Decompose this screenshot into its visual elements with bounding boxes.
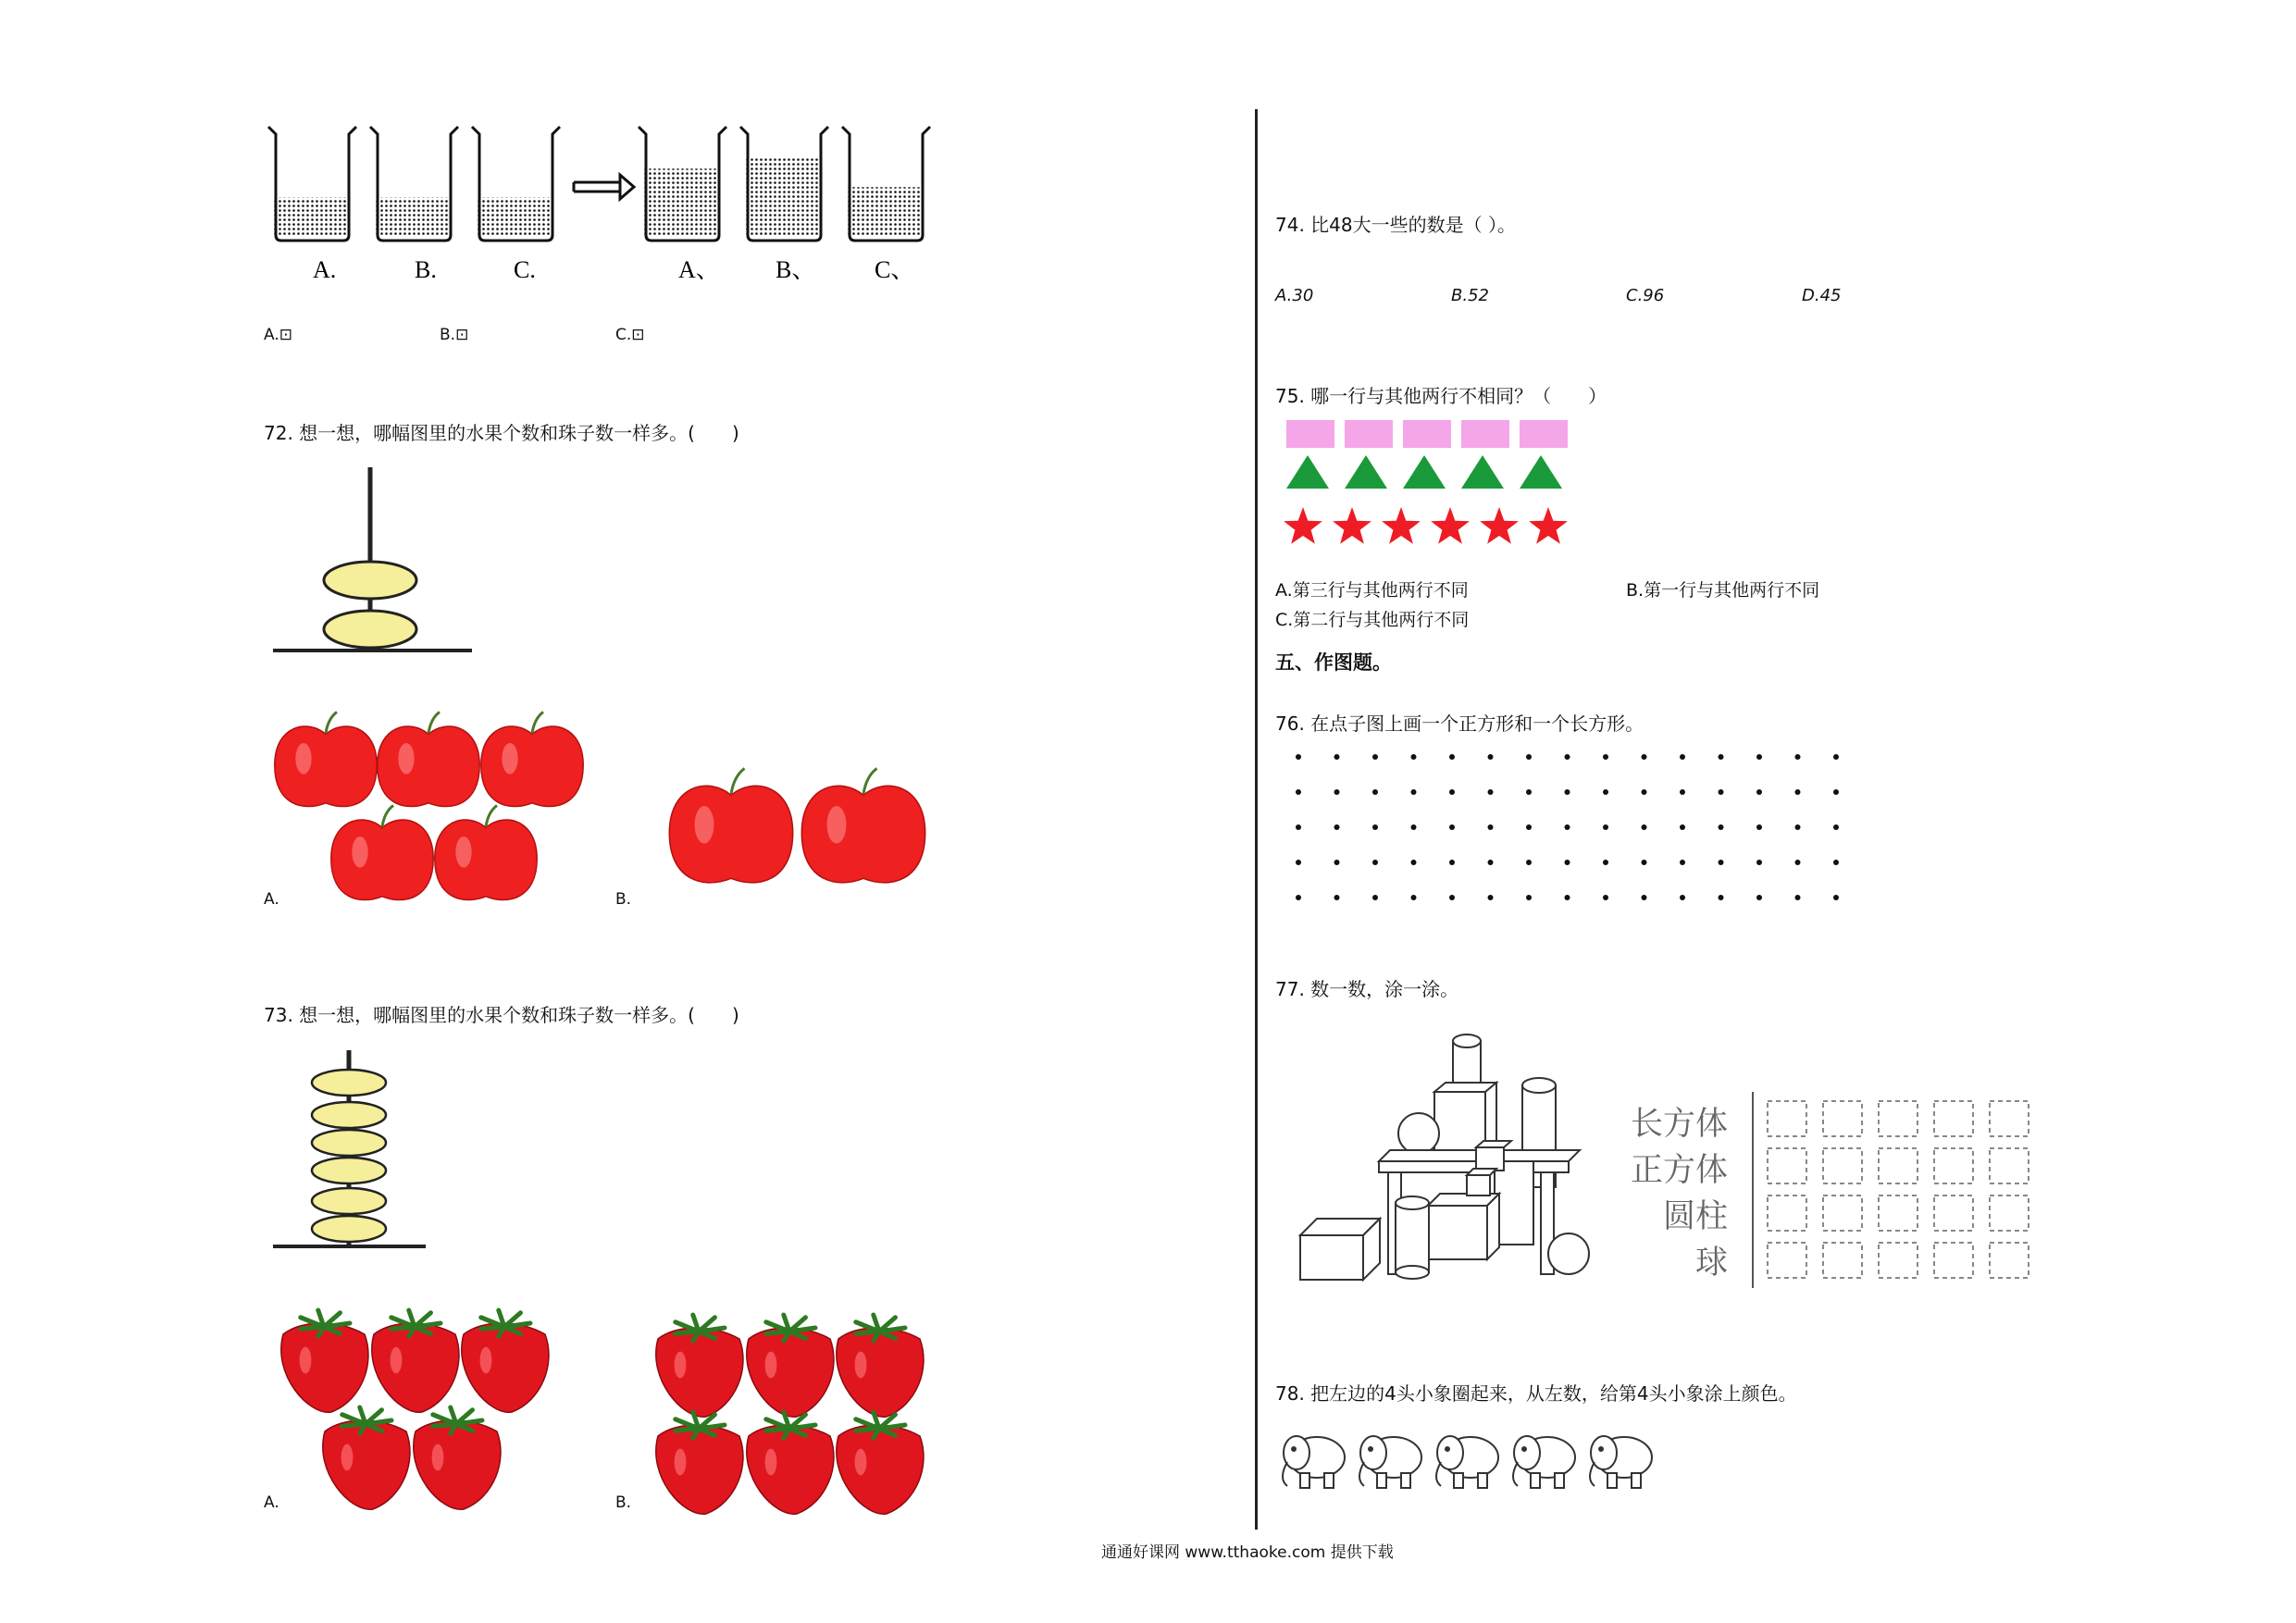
q73-strawberries-b xyxy=(657,1305,935,1513)
grid-dot xyxy=(1642,860,1647,865)
grid-dot xyxy=(1488,895,1494,900)
bead xyxy=(312,1158,386,1183)
coloring-box xyxy=(1990,1148,2029,1183)
beaker-label-left-c: C. xyxy=(514,256,536,283)
grid-dot xyxy=(1680,754,1685,760)
pink-rectangle xyxy=(1461,420,1509,448)
q74-stem: 74. 比48大一些的数是（ ）。 xyxy=(1275,214,1516,236)
coloring-box xyxy=(1823,1243,1862,1278)
grid-dot xyxy=(1795,789,1801,795)
q74-option-a[interactable]: A.30 xyxy=(1275,286,1314,305)
grid-dot xyxy=(1296,789,1301,795)
grid-dot xyxy=(1795,754,1801,760)
grid-dot xyxy=(1372,895,1378,900)
q75-stem: 75. 哪一行与其他两行不相同？（ ） xyxy=(1275,385,1607,407)
coloring-box xyxy=(1990,1243,2029,1278)
beaker-label-left-a: A. xyxy=(313,256,337,283)
q72-bead-abacus xyxy=(273,467,477,657)
beaker xyxy=(370,127,458,241)
grid-dot xyxy=(1449,860,1455,865)
elephant xyxy=(1359,1436,1421,1488)
coloring-box xyxy=(1823,1148,1862,1183)
strawberry xyxy=(281,1310,368,1412)
grid-dot xyxy=(1603,824,1608,830)
coloring-box xyxy=(1879,1101,1917,1136)
red-star xyxy=(1284,507,1322,544)
strawberry xyxy=(747,1315,834,1417)
q71-option-a[interactable]: A.⊡ xyxy=(264,326,292,344)
footer-text: 通通好课网 www.tthaoke.com 提供下载 xyxy=(1101,1543,1394,1562)
grid-dot xyxy=(1719,789,1724,795)
q74-option-d[interactable]: D.45 xyxy=(1802,286,1842,305)
q73-stem: 73. 想一想，哪幅图里的水果个数和珠子数一样多。( ) xyxy=(264,1004,739,1026)
coloring-box xyxy=(1768,1101,1806,1136)
red-star xyxy=(1480,507,1519,544)
coloring-box xyxy=(1990,1196,2029,1231)
grid-dot xyxy=(1680,860,1685,865)
strawberry xyxy=(323,1407,410,1509)
grid-dot xyxy=(1334,754,1340,760)
coloring-box xyxy=(1768,1148,1806,1183)
coloring-box xyxy=(1934,1243,1973,1278)
beakers-figure xyxy=(259,116,944,287)
strawberry xyxy=(656,1315,743,1417)
q72-apples-b xyxy=(666,768,930,893)
green-triangle xyxy=(1520,455,1562,489)
bead xyxy=(312,1188,386,1214)
green-triangle xyxy=(1461,455,1504,489)
coloring-box xyxy=(1934,1148,1973,1183)
coloring-box xyxy=(1879,1243,1917,1278)
strawberry xyxy=(462,1310,549,1412)
red-star xyxy=(1382,507,1421,544)
grid-dot xyxy=(1411,895,1417,900)
apple xyxy=(435,805,537,899)
grid-dot xyxy=(1526,824,1532,830)
grid-dot xyxy=(1719,860,1724,865)
apple xyxy=(669,768,792,882)
grid-dot xyxy=(1565,895,1570,900)
grid-dot xyxy=(1411,860,1417,865)
section-5-title: 五、作图题。 xyxy=(1275,651,1392,674)
coloring-box xyxy=(1934,1101,1973,1136)
beaker-label-right-a: A、 xyxy=(678,256,720,283)
q77-label-cuboid: 长方体 xyxy=(1631,1106,1729,1143)
beaker xyxy=(472,127,560,241)
coloring-box xyxy=(1879,1196,1917,1231)
grid-dot xyxy=(1296,860,1301,865)
grid-dot xyxy=(1833,789,1839,795)
grid-dot xyxy=(1411,789,1417,795)
strawberry xyxy=(414,1407,501,1509)
elephant xyxy=(1283,1436,1345,1488)
q75-option-a[interactable]: A.第三行与其他两行不同 xyxy=(1275,580,1469,601)
grid-dot xyxy=(1372,824,1378,830)
grid-dot xyxy=(1565,860,1570,865)
q75-option-b[interactable]: B.第一行与其他两行不同 xyxy=(1626,580,1820,601)
elephant xyxy=(1590,1436,1652,1488)
grid-dot xyxy=(1603,754,1608,760)
grid-dot xyxy=(1334,824,1340,830)
q73-bead-abacus xyxy=(273,1050,430,1254)
grid-dot xyxy=(1334,895,1340,900)
apple xyxy=(481,712,583,806)
q72-option-b[interactable]: B. xyxy=(615,890,632,909)
elephant xyxy=(1436,1436,1498,1488)
beaker xyxy=(842,127,930,241)
grid-dot xyxy=(1334,789,1340,795)
grid-dot xyxy=(1719,754,1724,760)
grid-dot xyxy=(1488,754,1494,760)
apple xyxy=(801,768,925,882)
strawberry xyxy=(656,1412,743,1514)
beaker xyxy=(740,127,828,241)
pink-rectangle xyxy=(1345,420,1393,448)
q72-option-a[interactable]: A. xyxy=(264,890,279,909)
grid-dot xyxy=(1488,824,1494,830)
beaker-label-left-b: B. xyxy=(415,256,437,283)
grid-dot xyxy=(1833,895,1839,900)
grid-dot xyxy=(1603,789,1608,795)
grid-dot xyxy=(1296,754,1301,760)
grid-dot xyxy=(1488,789,1494,795)
pink-rectangle xyxy=(1403,420,1451,448)
grid-dot xyxy=(1756,789,1762,795)
grid-dot xyxy=(1603,860,1608,865)
grid-dot xyxy=(1565,824,1570,830)
q74-option-c[interactable]: C.96 xyxy=(1626,286,1665,305)
q71-option-c[interactable]: C.⊡ xyxy=(615,326,645,344)
grid-dot xyxy=(1642,824,1647,830)
pink-rectangle xyxy=(1286,420,1334,448)
elephant xyxy=(1513,1436,1575,1488)
grid-dot xyxy=(1565,789,1570,795)
grid-dot xyxy=(1603,895,1608,900)
q73-strawberries-a xyxy=(282,1300,560,1508)
q78-stem: 78. 把左边的4头小象圈起来，从左数，给第4头小象涂上颜色。 xyxy=(1275,1382,1797,1405)
grid-dot xyxy=(1833,860,1839,865)
grid-dot xyxy=(1565,754,1570,760)
grid-dot xyxy=(1526,895,1532,900)
apple xyxy=(378,712,479,806)
grid-dot xyxy=(1372,754,1378,760)
grid-dot xyxy=(1296,895,1301,900)
strawberry xyxy=(837,1315,924,1417)
coloring-box xyxy=(1990,1101,2029,1136)
grid-dot xyxy=(1449,754,1455,760)
grid-dot xyxy=(1833,824,1839,830)
apple xyxy=(275,712,377,806)
strawberry xyxy=(837,1412,924,1514)
q75-option-c[interactable]: C.第二行与其他两行不同 xyxy=(1275,610,1470,630)
grid-dot xyxy=(1719,824,1724,830)
column-divider xyxy=(1255,109,1258,1530)
bead xyxy=(312,1216,386,1242)
q72-stem: 72. 想一想，哪幅图里的水果个数和珠子数一样多。( ) xyxy=(264,422,739,444)
q76-dot-grid[interactable] xyxy=(1291,750,1860,911)
grid-dot xyxy=(1642,895,1647,900)
grid-dot xyxy=(1449,895,1455,900)
grid-dot xyxy=(1296,824,1301,830)
q77-solids-figure xyxy=(1291,1022,1606,1282)
grid-dot xyxy=(1719,895,1724,900)
beaker-label-right-b: B、 xyxy=(776,256,816,283)
q72-apples-a xyxy=(278,708,588,907)
beaker-label-right-c: C、 xyxy=(875,256,915,283)
grid-dot xyxy=(1756,754,1762,760)
coloring-box xyxy=(1768,1243,1806,1278)
q77-coloring-grid[interactable] xyxy=(1749,1092,2050,1291)
grid-dot xyxy=(1833,754,1839,760)
grid-dot xyxy=(1642,789,1647,795)
green-triangle xyxy=(1403,455,1446,489)
strawberry xyxy=(372,1310,459,1412)
q71-option-b[interactable]: B.⊡ xyxy=(440,326,469,344)
q78-elephants-figure[interactable] xyxy=(1275,1425,1664,1494)
q76-stem: 76. 在点子图上画一个正方形和一个长方形。 xyxy=(1275,712,1644,735)
grid-dot xyxy=(1795,860,1801,865)
coloring-box xyxy=(1934,1196,1973,1231)
grid-dot xyxy=(1795,824,1801,830)
coloring-box xyxy=(1823,1101,1862,1136)
grid-dot xyxy=(1334,860,1340,865)
grid-dot xyxy=(1756,860,1762,865)
strawberry xyxy=(747,1412,834,1514)
grid-dot xyxy=(1526,789,1532,795)
grid-dot xyxy=(1449,824,1455,830)
grid-dot xyxy=(1449,789,1455,795)
q77-label-cylinder: 圆柱 xyxy=(1663,1198,1729,1235)
red-star xyxy=(1529,507,1568,544)
grid-dot xyxy=(1411,754,1417,760)
beaker xyxy=(268,127,356,241)
green-triangle xyxy=(1345,455,1387,489)
coloring-box xyxy=(1823,1196,1862,1231)
grid-dot xyxy=(1372,860,1378,865)
grid-dot xyxy=(1756,895,1762,900)
grid-dot xyxy=(1642,754,1647,760)
bead xyxy=(312,1130,386,1156)
grid-dot xyxy=(1372,789,1378,795)
beaker xyxy=(639,127,726,241)
grid-dot xyxy=(1526,754,1532,760)
grid-dot xyxy=(1526,860,1532,865)
grid-dot xyxy=(1756,824,1762,830)
grid-dot xyxy=(1680,895,1685,900)
q73-option-a[interactable]: A. xyxy=(264,1493,279,1512)
grid-dot xyxy=(1680,824,1685,830)
grid-dot xyxy=(1411,824,1417,830)
q77-label-cube: 正方体 xyxy=(1631,1152,1729,1189)
q77-stem: 77. 数一数，涂一涂。 xyxy=(1275,978,1459,1000)
apple xyxy=(331,805,433,899)
bead xyxy=(312,1102,386,1128)
q77-label-sphere: 球 xyxy=(1695,1245,1729,1282)
bead xyxy=(312,1070,386,1096)
grid-dot xyxy=(1680,789,1685,795)
coloring-box xyxy=(1768,1196,1806,1231)
red-star xyxy=(1431,507,1470,544)
grid-dot xyxy=(1795,895,1801,900)
q74-option-b[interactable]: B.52 xyxy=(1451,286,1489,305)
red-star xyxy=(1333,507,1371,544)
green-triangle xyxy=(1286,455,1329,489)
q73-option-b[interactable]: B. xyxy=(615,1493,632,1512)
coloring-box xyxy=(1879,1148,1917,1183)
grid-dot xyxy=(1488,860,1494,865)
q75-shapes-figure xyxy=(1286,416,1592,555)
pink-rectangle xyxy=(1520,420,1568,448)
